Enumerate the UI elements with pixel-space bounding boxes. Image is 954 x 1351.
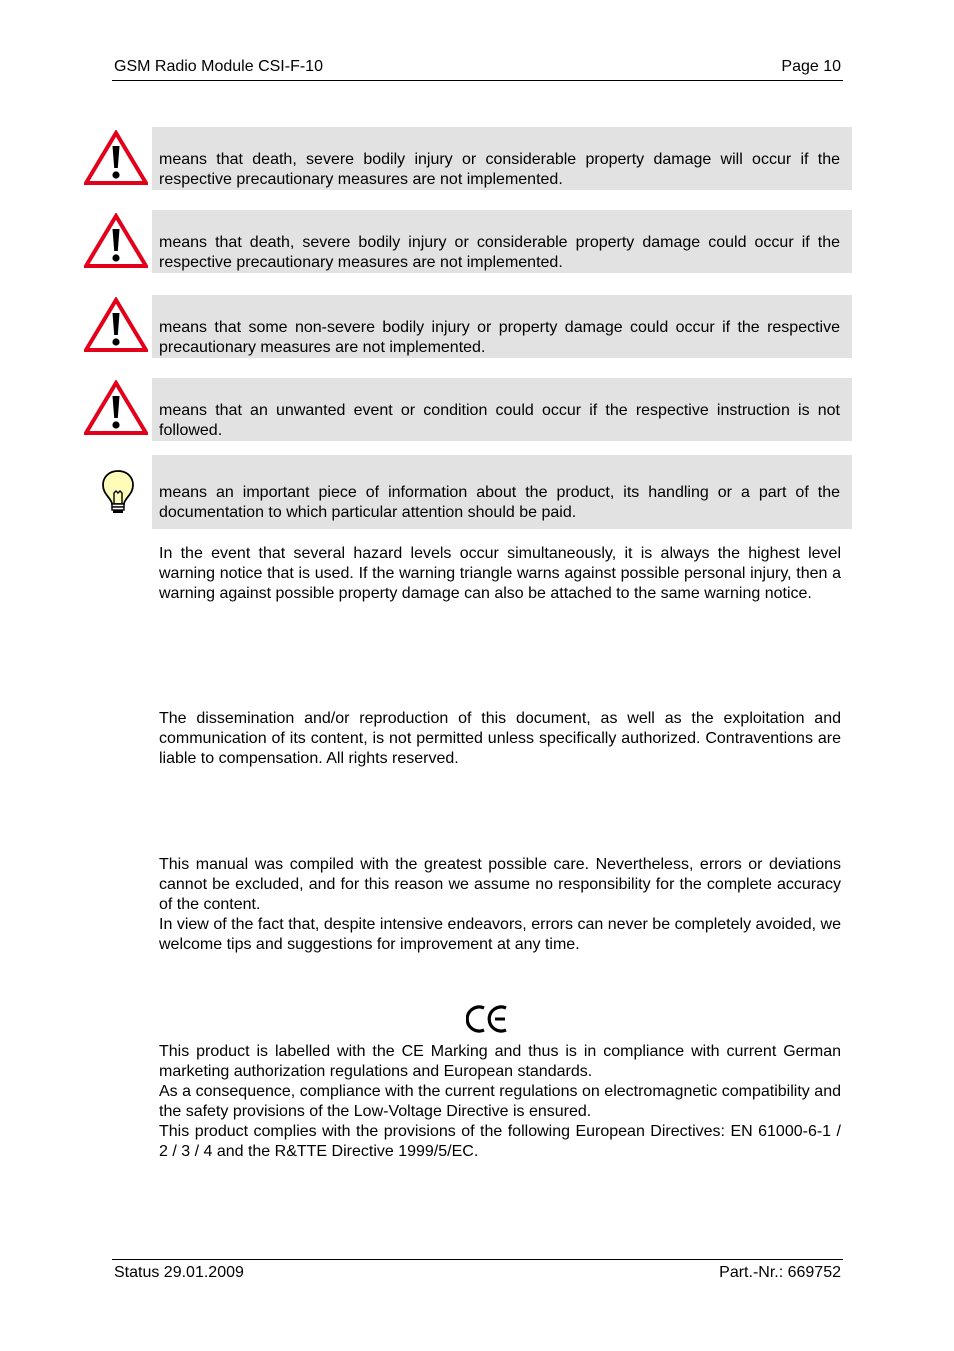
warning-triangle-icon [84,130,148,186]
notice-caution [152,295,852,358]
notice-information [152,455,852,529]
hazard-levels-paragraph: In the event that several hazard levels occur simultaneously, it is always the highest level warning notice that is used. If the warning triangle warns against possible personal injury, then a warning against possible property damage can also be attached to the same warning notice. [159,545,841,602]
ce-paragraph: This product is labelled with the CE Marking and thus is in compliance with current German marketing authorization regulations and European standards. [159,1043,841,1080]
page-number: Page 10 [781,58,841,75]
warning-triangle-icon [84,213,148,269]
page-header [112,58,843,81]
notice-text: means that an unwanted event or condition could occur if the respective instruction is not followed. [159,402,840,439]
document-title: GSM Radio Module CSI-F-10 [114,58,323,75]
copyright-paragraph: The dissemination and/or reproduction of this document, as well as the exploitation and communication of its content, is not permitted unless specifically authorized. Contraventions are liable to compensation. All rights reserved. [159,710,841,767]
notice-warning [152,210,852,273]
notice-text: means that death, severe bodily injury or considerable property damage will occur if the respective precautionary measures are not implemented. [159,151,840,188]
warning-triangle-icon [84,380,148,436]
disclaimer-paragraph: In view of the fact that, despite intensive endeavors, errors can never be completely avoided, we welcome tips and suggestions for improvement at any time. [159,916,841,953]
ce-mark-icon [466,1004,508,1034]
page-footer [112,1259,843,1281]
notice-text: means that some non-severe bodily injury or property damage could occur if the respective precautionary measures are not implemented. [159,319,840,356]
ce-paragraph: This product complies with the provisions of the following European Directives: EN 61000-6-1 / 2 / 3 / 4 and the R&TTE Directive 1999/5/EC. [159,1123,841,1160]
ce-paragraph: As a consequence, compliance with the current regulations on electromagnetic compatibility and the safety provisions of the Low-Voltage Directive is ensured. [159,1083,841,1120]
light-bulb-icon [101,469,135,515]
warning-triangle-icon [84,297,148,353]
notice-text: means that death, severe bodily injury or considerable property damage could occur if the respective precautionary measures are not implemented. [159,234,840,271]
notice-danger [152,127,852,190]
notice-attention [152,378,852,441]
status-date: Status 29.01.2009 [114,1264,244,1281]
notice-text: means an important piece of information about the product, its handling or a part of the documentation to which particular attention should be paid. [159,484,840,521]
disclaimer-paragraph: This manual was compiled with the greatest possible care. Nevertheless, errors or deviations cannot be excluded, and for this reason we assume no responsibility for the complete accuracy of the content. [159,856,841,913]
part-number: Part.-Nr.: 669752 [719,1264,841,1281]
